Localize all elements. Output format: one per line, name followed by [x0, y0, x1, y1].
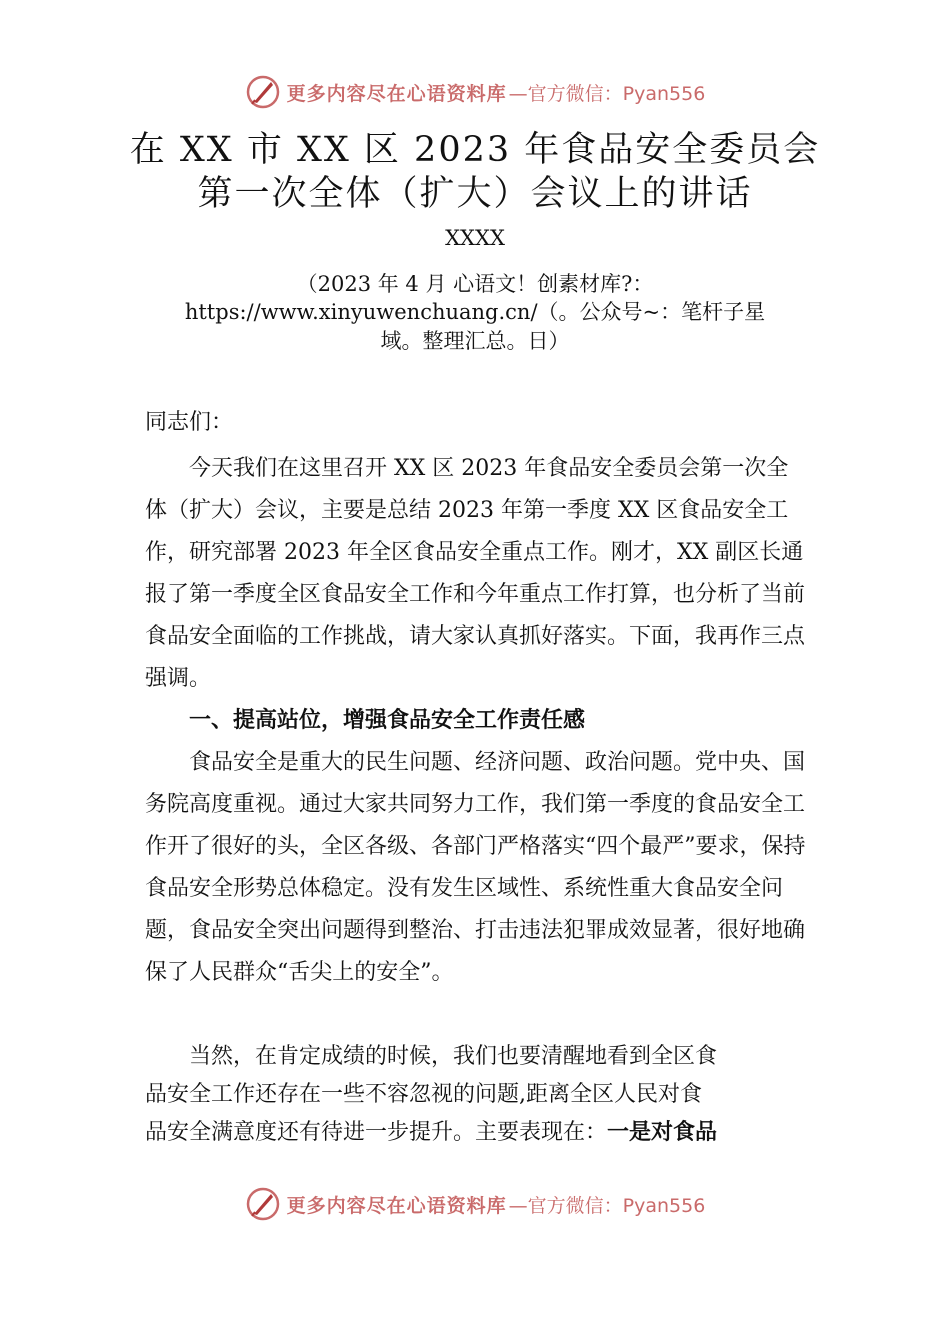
paragraph-3-line-3 [145, 1114, 810, 1152]
header-banner [0, 72, 950, 112]
author: XXXX [445, 226, 505, 250]
source-line-2: https://www.xinyuwenchuang.cn/（。公众号~：笔杆子星 [184, 300, 766, 324]
source-line-3: 域。整理汇总。日） [380, 329, 570, 353]
paragraph-3-line-2: 品安全工作还存在一些不容忽视的问题,距离全区人民对食 [145, 1082, 702, 1107]
quill-logo-icon [245, 1186, 281, 1222]
paragraph-3-emphasis: 一是对食品 [607, 1120, 718, 1145]
salutation: 同志们： [145, 410, 234, 435]
paragraph-2: 食品安全是重大的民生问题、经济问题、政治问题。党中央、国务院高度重视。通过大家共同努力工作，我们第一季度的食品安全工作开了很好的头，全区各级、各部门严格落实“四个最严”要求，保持食品安全形势总体稳定。没有发生区域性、系统性重大食品安全问题，食品安全突出问题得到整治、打击违法犯罪成效显著，很好地确保了人民群众“舌尖上的安全”。 [145, 750, 806, 985]
paragraph-3-text: 品安全满意度还有待进一步提升。主要表现在： [145, 1120, 608, 1145]
page-title-line-1: 在 XX 市 XX 区 2023 年食品安全委员会 [129, 130, 821, 170]
banner-contact: —官方微信：Pyan556 [508, 82, 706, 105]
footer-banner [0, 1184, 950, 1224]
banner-brand: 更多内容尽在心语资料库 [286, 82, 507, 105]
page-title-line-2: 第一次全体（扩大）会议上的讲话 [197, 174, 753, 214]
banner-contact: —官方微信：Pyan556 [508, 1194, 706, 1217]
source-line-1: （2023 年 4 月 心语文！创素材库?： [296, 272, 654, 296]
document-body [145, 402, 810, 994]
section-heading-1: 一、提高站位，增强食品安全工作责任感 [189, 708, 586, 733]
banner-brand: 更多内容尽在心语资料库 [286, 1194, 507, 1217]
paragraph-3-line-1: 当然，在肯定成绩的时候，我们也要清醒地看到全区食 [189, 1044, 718, 1069]
paragraph-1: 今天我们在这里召开 XX 区 2023 年食品安全委员会第一次全体（扩大）会议，主要是总结 2023 年第一季度 XX 区食品安全工作，研究部署 2023 年全区食品安全重点工作。刚才，XX 副区长通报了第一季度全区食品安全工作和今年重点工作打算，也分析了当前食品安全面临的工作挑战，请大家认真抓好落实。下面，我再作三点强调。 [145, 456, 806, 691]
paragraph-3 [145, 1038, 810, 1152]
quill-logo-icon [245, 74, 281, 110]
